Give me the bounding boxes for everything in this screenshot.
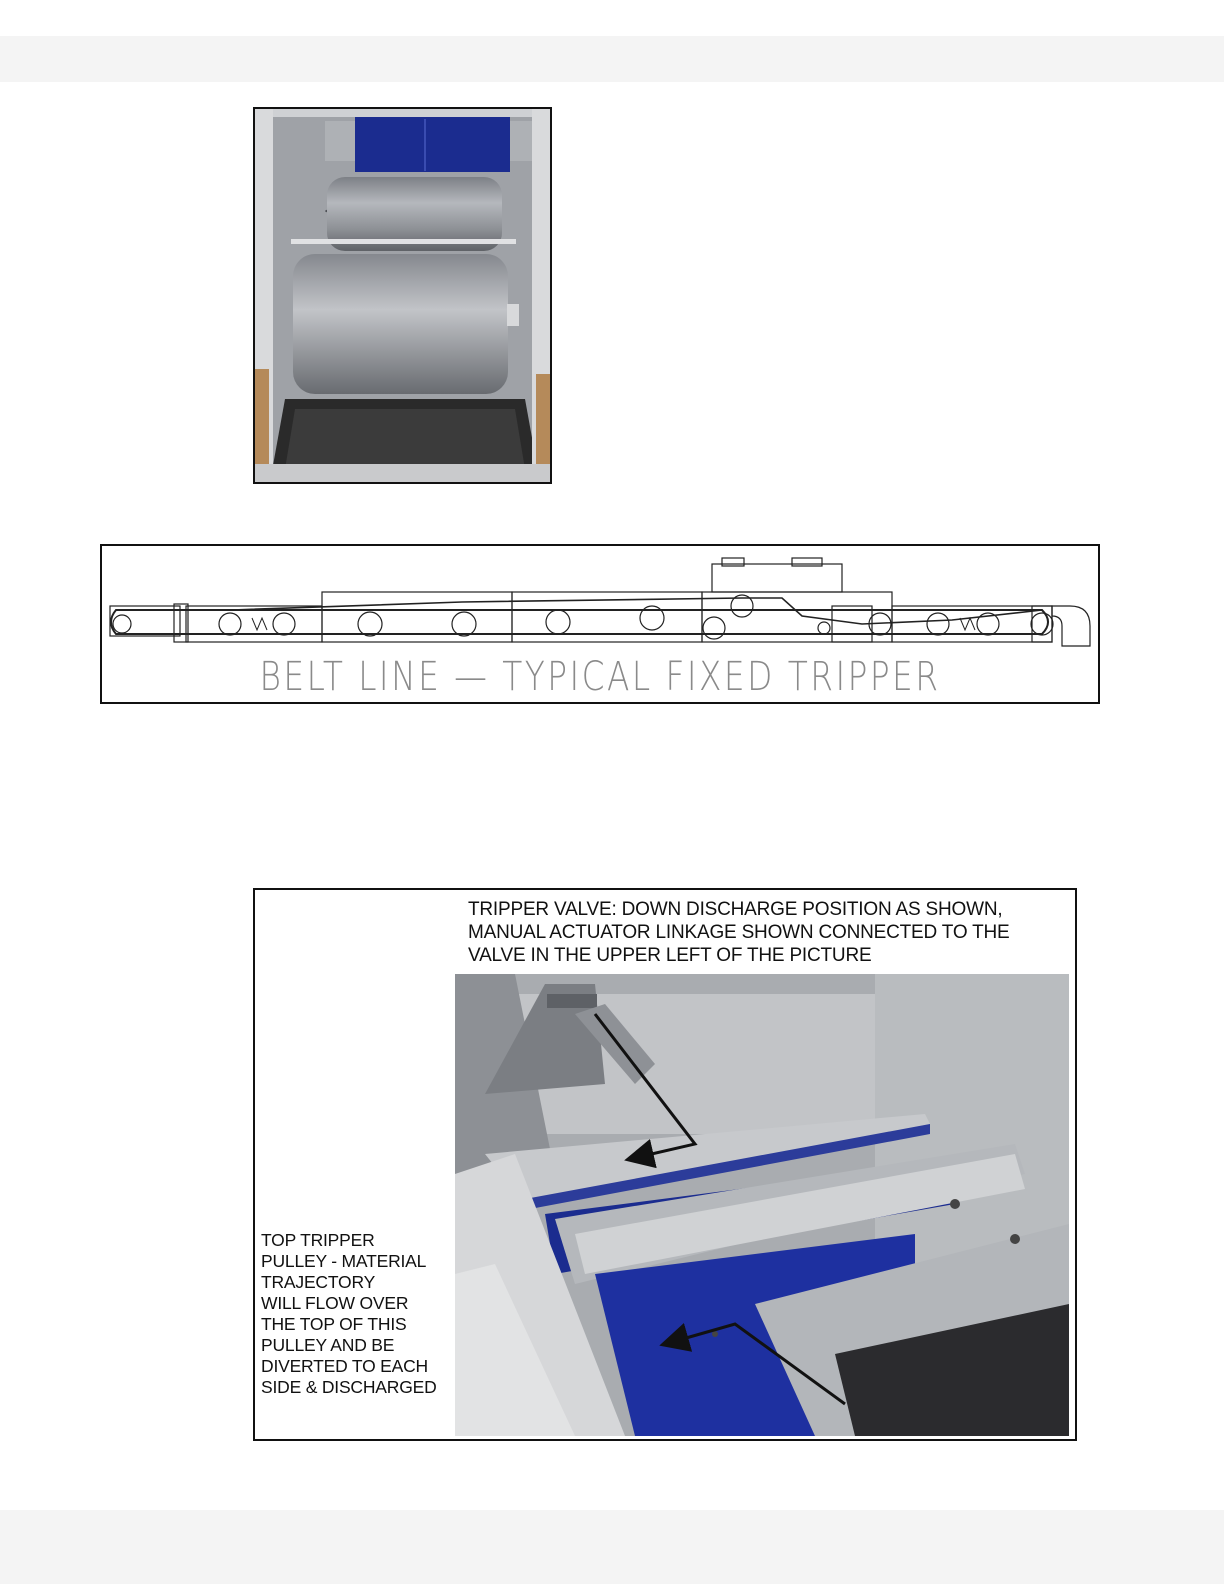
diagram-title: BELT LINE — TYPICAL FIXED TRIPPER [259, 654, 941, 700]
tripper-valve-photo [455, 974, 1069, 1436]
head-discharge-hood [1052, 606, 1090, 646]
page-header-band [0, 36, 1224, 82]
caption-line: THE TOP OF THIS [261, 1314, 407, 1334]
idler-8 [927, 613, 949, 635]
caption-line: WILL FLOW OVER [261, 1293, 409, 1313]
belt-line-diagram [100, 544, 1100, 704]
tripper-head-housing [712, 564, 842, 592]
idler-1 [219, 613, 241, 635]
idler-3 [358, 612, 382, 636]
caption-line: TOP TRIPPER [261, 1230, 375, 1250]
caption-line: TRIPPER VALVE: DOWN DISCHARGE POSITION AS SHOWN, [468, 899, 1003, 920]
idler-4 [452, 612, 476, 636]
caption-line: TRAJECTORY [261, 1272, 376, 1292]
idler-5 [546, 610, 570, 634]
caption-line: MANUAL ACTUATOR LINKAGE SHOWN CONNECTED TO THE [468, 922, 1010, 943]
snub-pulley [818, 622, 830, 634]
caption-line: VALVE IN THE UPPER LEFT OF THE PICTURE [468, 945, 872, 966]
head-pulley [1031, 613, 1053, 635]
page-footer-band [0, 1510, 1224, 1584]
idler-2 [273, 613, 295, 635]
top-tripper-pulley-caption [261, 1230, 461, 1398]
tail-pulley [113, 615, 131, 633]
caption-line: DIVERTED TO EACH [261, 1356, 428, 1376]
tripper-pulleys-photo [253, 107, 552, 484]
caption-line: SIDE & DISCHARGED [261, 1377, 437, 1397]
tripper-valve-caption [468, 898, 1068, 967]
caption-line: PULLEY - MATERIAL [261, 1251, 427, 1271]
tripper-bottom-pulley [703, 617, 725, 639]
tripper-valve-figure [253, 888, 1077, 1441]
caption-line: PULLEY AND BE [261, 1335, 395, 1355]
